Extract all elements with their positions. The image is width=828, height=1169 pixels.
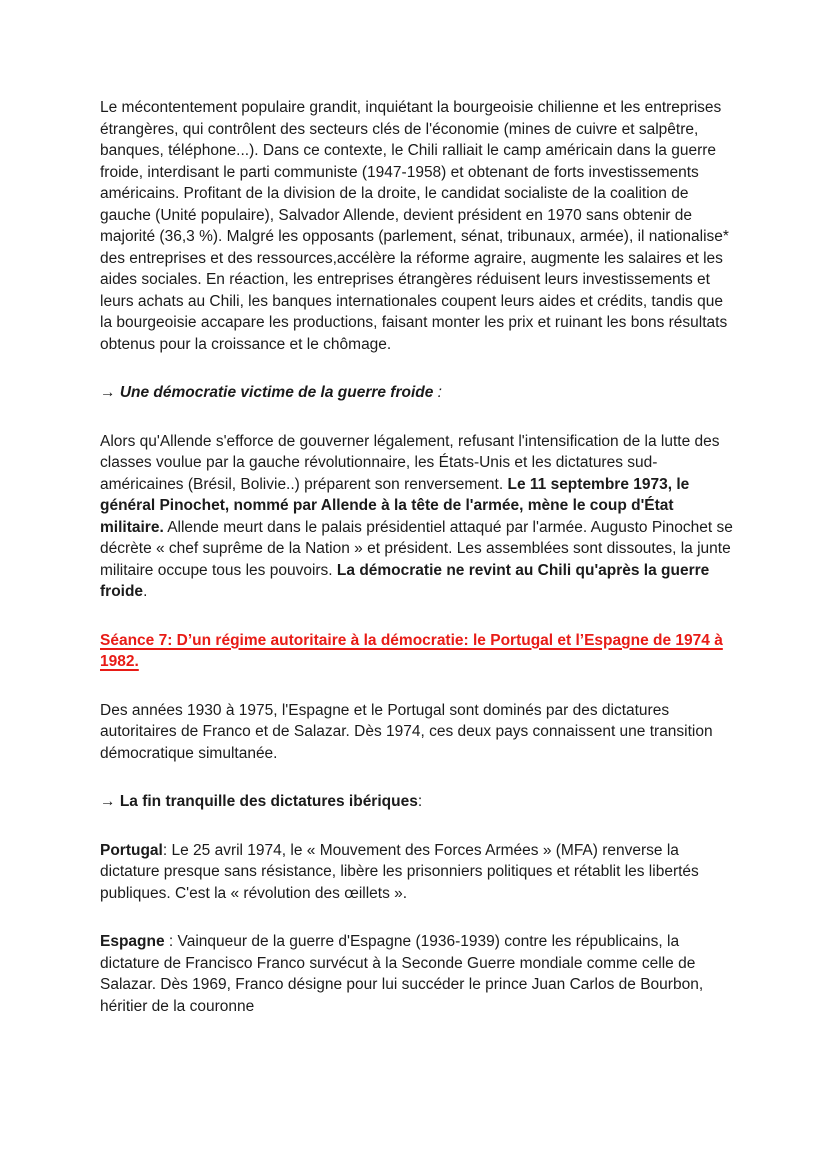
heading-fin-dictatures-iberiques-run-1: La fin tranquille des dictatures ibériques [119,793,418,810]
heading-democratie-victime-guerre-froide-run-2: : [433,384,442,401]
paragraph-espagne-run-0: Espagne [100,933,165,950]
paragraph-chile-tensions [100,97,738,355]
paragraph-espagne-run-1: : Vainqueur de la guerre d'Espagne (1936-1939) contre les républicains, la dictature de Francisco Franco survécut à la Seconde Guerre mondiale comme celle de Salazar. Dès 1969, Franco désigne pour lui succéder le prince Juan Carlos de Bourbon, héritier de la couronne [100,933,704,1015]
paragraph-coup-detat-1973-run-3: La démocratie ne revint au Chili qu'après la guerre froide [100,561,710,600]
paragraph-portugal-run-0: Portugal [100,841,163,859]
paragraph-coup-detat-1973-run-4: . [143,583,148,600]
paragraph-espagne-portugal-intro [100,700,738,765]
paragraph-coup-detat-1973-run-2: Allende meurt dans le palais présidentiel attaqué par l'armée. Augusto Pinochet se décrète « chef suprême de la Nation » et président. Les assemblées sont dissoutes, la junte militaire occupe tous les pouvoirs. [100,518,733,579]
heading-fin-dictatures-iberiques [100,791,738,813]
heading-seance-7 [100,630,738,673]
paragraph-portugal [100,840,738,905]
paragraph-espagne-portugal-intro-run-0: Des années 1930 à 1975, l'Espagne et le Portugal sont dominés par des dictatures autoritaires de Franco et de Salazar. Dès 1974, ces deux pays connaissent une transition démocratique simultanée. [100,701,713,762]
heading-seance-7-run-0: Séance 7: D’un régime autoritaire à la démocratie: le Portugal et l’Espagne de 1974 à 1982. [100,631,723,670]
paragraph-coup-detat-1973-run-0: Alors qu'Allende s'efforce de gouverner légalement, refusant l'intensification de la lutte des classes voulue par la gauche révolutionnaire, les États-Unis et les dictatures sud-américaines (Brésil, Bolivie..) préparent son renversement. [100,432,720,493]
heading-democratie-victime-guerre-froide [100,382,738,404]
paragraph-chile-tensions-run-0: Le mécontentement populaire grandit, inquiétant la bourgeoisie chilienne et les entreprises étrangères, qui contrôlent des secteurs clés de l'économie (mines de cuivre et salpêtre, banques, téléphone...). Dans ce contexte, le Chili ralliait le camp américain dans la guerre froide, interdisant le parti communiste (1947-1958) et obtenant de forts investissements américains. Profitant de la division de la droite, le candidat socialiste de la coalition de gauche (Unité populaire), Salvador Allende, devient président en 1970 sans obtenir de majorité (36,3 %). Malgré les opposants (parlement, sénat, tribunaux, armée), il nationalise* des entreprises et des ressources,accélère la réforme agraire, augmente les salaires et les aides sociales. En réaction, les entreprises étrangères réduisent leurs investissements et leurs achats au Chili, les banques internationales coupent leurs aides et crédits, tandis que la bourgeoisie accapare les productions, faisant monter les prix et ruinant les bons résultats obtenus pour la croissance et le chômage. [100,99,729,353]
heading-democratie-victime-guerre-froide-run-1: Une démocratie victime de la guerre froide [119,384,434,401]
paragraph-coup-detat-1973-run-1: Le 11 septembre 1973, le général Pinochet, nommé par Allende à la tête de l'armée, mène le coup d'État militaire. [100,475,690,536]
paragraph-portugal-run-1: : Le 25 avril 1974, le « Mouvement des Forces Armées » (MFA) renverse la dictature presque sans résistance, libère les prisonniers politiques et rétablit les libertés publiques. C'est la « révolution des œillets ». [100,841,699,902]
document-body [100,97,738,1017]
heading-fin-dictatures-iberiques-run-0: → [100,793,120,810]
heading-democratie-victime-guerre-froide-run-0: → [100,384,120,401]
heading-fin-dictatures-iberiques-run-2: : [417,793,423,810]
paragraph-coup-detat-1973 [100,431,738,603]
paragraph-espagne [100,931,738,1017]
